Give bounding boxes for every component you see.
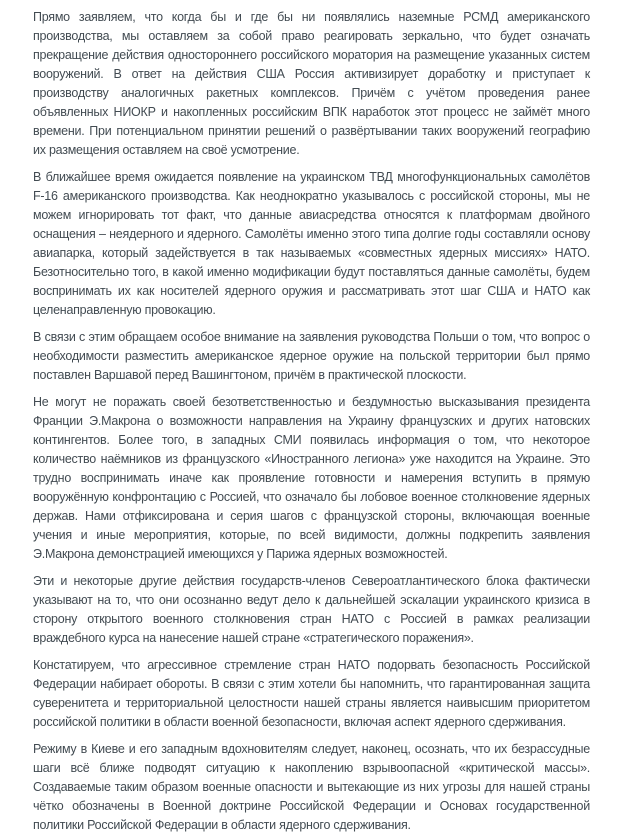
statement-paragraph-7: Режиму в Киеве и его западным вдохновителям следует, наконец, осознать, что их безрассудные шаги всё ближе подводят ситуацию к накоплению взрывоопасной «критической массы». Создаваемые таким образом военные опасности и вытекающие из них угрозы для нашей страны чётко обозначены в Военной доктрине Российской Федерации и Основах государственной политики Российской Федерации в области ядерного сдерживания. <box>33 742 590 832</box>
statement-paragraph-6: Констатируем, что агрессивное стремление стран НАТО подорвать безопасность Российской Федерации набирает обороты. В связи с этим хотели бы напомнить, что гарантированная защита суверенитета и территориальной целостности нашей страны является наивысшим приоритетом российской политики в области военной безопасности, включая аспект ядерного сдерживания. <box>33 658 590 729</box>
statement-paragraph-5: Эти и некоторые другие действия государств-членов Североатлантического блока фактически указывают на то, что они осознанно ведут дело к дальнейшей эскалации украинского кризиса в сторону открытого военного столкновения стран НАТО с Россией в рамках реализации враждебного курса на нанесение нашей стране «стратегического поражения». <box>33 574 590 645</box>
statement-paragraph-1: Прямо заявляем, что когда бы и где бы ни появлялись наземные РСМД американского производства, мы оставляем за собой право реагировать зеркально, что будет означать прекращение действия одностороннего российского моратория на размещение указанных систем вооружений. В ответ на действия США Россия активизирует доработку и приступает к производству аналогичных ракетных комплексов. Причём с учётом проведения ранее объявленных НИОКР и накопленных российским ВПК наработок этот процесс не займёт много времени. При потенциальном принятии решений о развёртывании таких вооружений географию их размещения оставляем на своё усмотрение. <box>33 10 590 157</box>
statement-paragraph-2: В ближайшее время ожидается появление на украинском ТВД многофункциональных самолётов F-16 американского производства. Как неоднократно указывалось с российской стороны, мы не можем игнорировать тот факт, что данные авиасредства относятся к платформам двойного оснащения – неядерного и ядерного. Самолёты именно этого типа долгие годы составляли основу авиапарка, который задействуется в так называемых «совместных ядерных миссиях» НАТО. Безотносительно того, в какой именно модификации будут поставляться данные самолёты, будем воспринимать их как носителей ядерного оружия и рассматривать этот шаг США и НАТО как целенаправленную провокацию. <box>33 170 590 317</box>
statement-paragraph-4: Не могут не поражать своей безответственностью и бездумностью высказывания президента Франции Э.Макрона о возможности направления на Украину французских и других натовских контингентов. Более того, в западных СМИ появилась информация о том, что некоторое количество наёмников из французского «Иностранного легиона» уже находится на Украине. Это трудно воспринимать иначе как проявление готовности и намерения вступить в прямую вооружённую конфронтацию с Россией, что означало бы лобовое военное столкновение ядерных держав. Нами отфиксирована и серия шагов с французской стороны, включающая военные учения и иные мероприятия, которые, по всей видимости, должны подкрепить заявления Э.Макрона демонстрацией имеющихся у Парижа ядерных возможностей. <box>33 395 590 561</box>
statement-paragraph-3: В связи с этим обращаем особое внимание на заявления руководства Польши о том, что вопрос о необходимости разместить американское ядерное оружие на польской территории был прямо поставлен Варшавой перед Вашингтоном, причём в практической плоскости. <box>33 330 590 382</box>
